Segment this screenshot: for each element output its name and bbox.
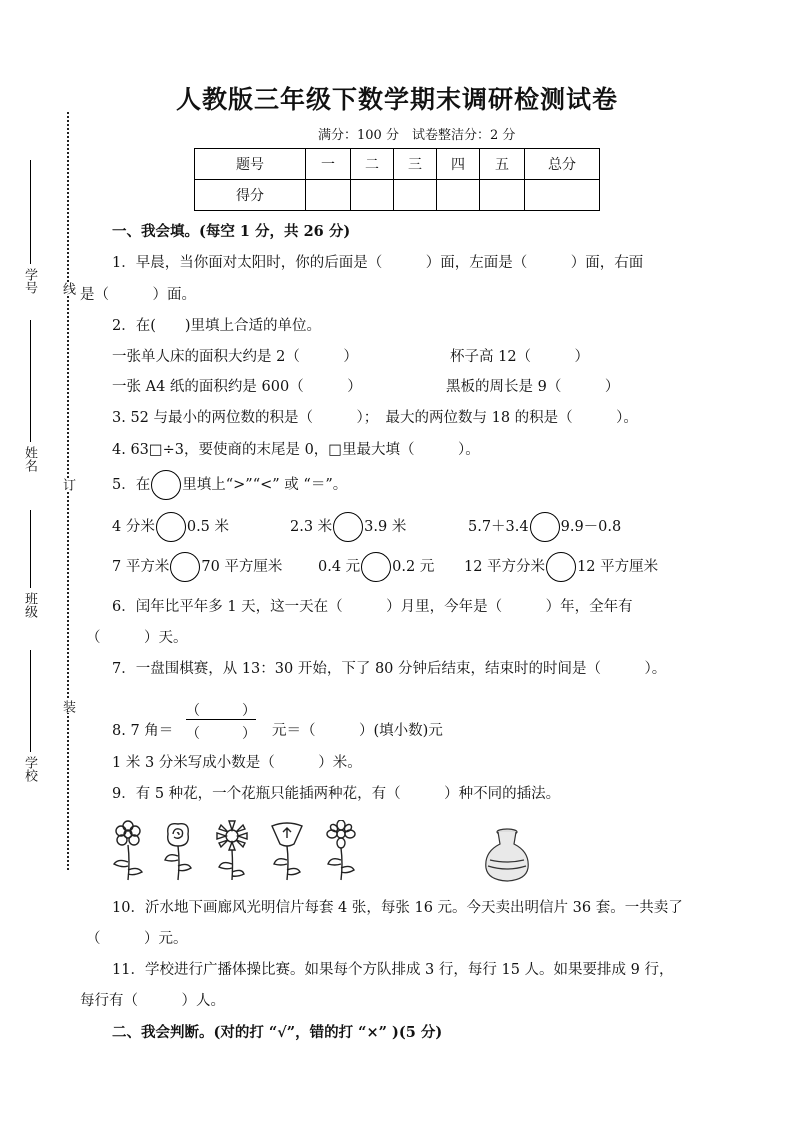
- compare-left: 2.3 米: [290, 519, 333, 535]
- compare-item: [112, 512, 229, 542]
- compare-item: [112, 552, 282, 582]
- question-9: 9．有 5 种花，一个花瓶只能插两种花，有（ ）种不同的插法。: [112, 786, 561, 802]
- lily-icon: [268, 820, 306, 882]
- question-11: 11．学校进行广播体操比赛。如果每个方队排成 3 行，每行 15 人。如果要排成 9 行，: [112, 962, 674, 978]
- question-6: 6．闰年比平年多 1 天，这一天在（ ）月里，今年是（ ）年，全年有: [112, 599, 633, 615]
- rose-icon: [160, 820, 196, 882]
- page-title: 人教版三年级下数学期末调研检测试卷: [175, 85, 618, 114]
- compare-circle[interactable]: [151, 470, 181, 500]
- question-1: 1．早晨，当你面对太阳时，你的后面是（ ）面，左面是（ ）面，右面: [112, 255, 644, 271]
- question-2-item: 杯子高 12（ ）: [450, 349, 590, 365]
- score-cell[interactable]: [394, 180, 437, 211]
- student-id-field[interactable]: [30, 160, 31, 264]
- compare-right: 70 平方厘米: [201, 559, 283, 575]
- section-1-heading: 一、我会填。(每空 1 分，共 26 分): [112, 223, 351, 240]
- binding-line: [67, 112, 69, 870]
- compare-right: 0.5 米: [186, 519, 230, 535]
- question-8-b: 1 米 3 分米写成小数是（ ）米。: [112, 755, 362, 771]
- vase-icon: [478, 826, 536, 884]
- compare-left: 12 平方分米: [464, 559, 546, 575]
- compare-circle[interactable]: [333, 512, 363, 542]
- binding-mark-xian: 线: [60, 282, 75, 295]
- fraction-numerator: （ ）: [186, 703, 256, 719]
- question-2: 2．在( )里填上合适的单位。: [112, 318, 322, 334]
- binding-mark-ding: 订: [60, 478, 75, 491]
- binding-mark-zhuang: 装: [60, 700, 75, 713]
- header-cell: 一: [306, 149, 351, 180]
- question-5: [112, 470, 347, 500]
- compare-left: 0.4 元: [318, 559, 361, 575]
- school-field[interactable]: [30, 650, 31, 752]
- question-10-cont: （ ）元。: [86, 931, 188, 947]
- question-6-cont: （ ）天。: [86, 630, 188, 646]
- row-label: 得分: [195, 180, 306, 211]
- compare-circle[interactable]: [530, 512, 560, 542]
- header-cell: 四: [437, 149, 480, 180]
- compare-right: 0.2 元: [392, 559, 435, 575]
- question-3: 3. 52 与最小的两位数的积是（ ）； 最大的两位数与 18 的积是（ ）。: [112, 410, 638, 426]
- name-label: 姓名: [22, 446, 37, 472]
- header-cell: 总分: [525, 149, 600, 180]
- question-11-cont: 每行有（ ）人。: [80, 993, 225, 1009]
- question-5-post: 里填上“>”“<” 或 “＝”。: [182, 477, 348, 493]
- question-5-pre: 5．在: [112, 477, 151, 493]
- daisy-icon: [322, 820, 360, 882]
- compare-item: [290, 512, 406, 542]
- question-2-item: 一张 A4 纸的面积约是 600（ ）: [112, 379, 362, 395]
- class-field[interactable]: [30, 510, 31, 588]
- compare-item: [318, 552, 434, 582]
- compare-circle[interactable]: [170, 552, 200, 582]
- compare-right: 9.9－0.8: [560, 519, 622, 535]
- score-table-header-row: [195, 149, 600, 180]
- score-cell[interactable]: [480, 180, 525, 211]
- score-cell[interactable]: [351, 180, 394, 211]
- compare-circle[interactable]: [361, 552, 391, 582]
- header-cell: 题号: [195, 149, 306, 180]
- school-label: 学校: [22, 756, 37, 782]
- question-8-post: 元＝（ ）(填小数)元: [272, 723, 443, 739]
- score-table-score-row: [195, 180, 600, 211]
- compare-left: 4 分米: [112, 519, 155, 535]
- question-4: 4. 63□÷3，要使商的末尾是 0，□里最大填（ ）。: [112, 442, 480, 458]
- sunflower-icon: [212, 820, 252, 882]
- compare-item: [468, 512, 621, 542]
- score-cell[interactable]: [437, 180, 480, 211]
- question-7: 7．一盘围棋赛，从 13：30 开始，下了 80 分钟后结束，结束时的时间是（ ）。: [112, 661, 667, 677]
- score-table: [194, 148, 600, 211]
- fraction-denominator: （ ）: [186, 726, 256, 742]
- compare-left: 7 平方米: [112, 559, 170, 575]
- header-cell: 三: [394, 149, 437, 180]
- question-1-cont: 是（ ）面。: [80, 287, 196, 303]
- student-id-label: 学号: [22, 268, 37, 294]
- question-2-item: 一张单人床的面积大约是 2（ ）: [112, 349, 358, 365]
- header-cell: 二: [351, 149, 394, 180]
- compare-circle[interactable]: [546, 552, 576, 582]
- name-field[interactable]: [30, 320, 31, 442]
- header-cell: 五: [480, 149, 525, 180]
- score-cell[interactable]: [525, 180, 600, 211]
- fraction-bar: [186, 719, 256, 720]
- score-cell[interactable]: [306, 180, 351, 211]
- compare-item: [464, 552, 658, 582]
- compare-circle[interactable]: [156, 512, 186, 542]
- compare-right: 3.9 米: [364, 519, 407, 535]
- section-2-heading: 二、我会判断。(对的打 “√”，错的打 “×” )(5 分): [112, 1024, 443, 1041]
- score-info: 满分：100 分 试卷整洁分：2 分: [318, 128, 516, 143]
- flower-icon: [108, 820, 148, 882]
- compare-left: 5.7＋3.4: [468, 519, 529, 535]
- question-2-item: 黑板的周长是 9（ ）: [446, 379, 620, 395]
- question-8-pre: 8. 7 角＝: [112, 723, 174, 739]
- question-10: 10．沂水地下画廊风光明信片每套 4 张，每张 16 元。今天卖出明信片 36 套。一共卖了: [112, 900, 683, 916]
- class-label: 班级: [22, 592, 37, 618]
- compare-right: 12 平方厘米: [577, 559, 659, 575]
